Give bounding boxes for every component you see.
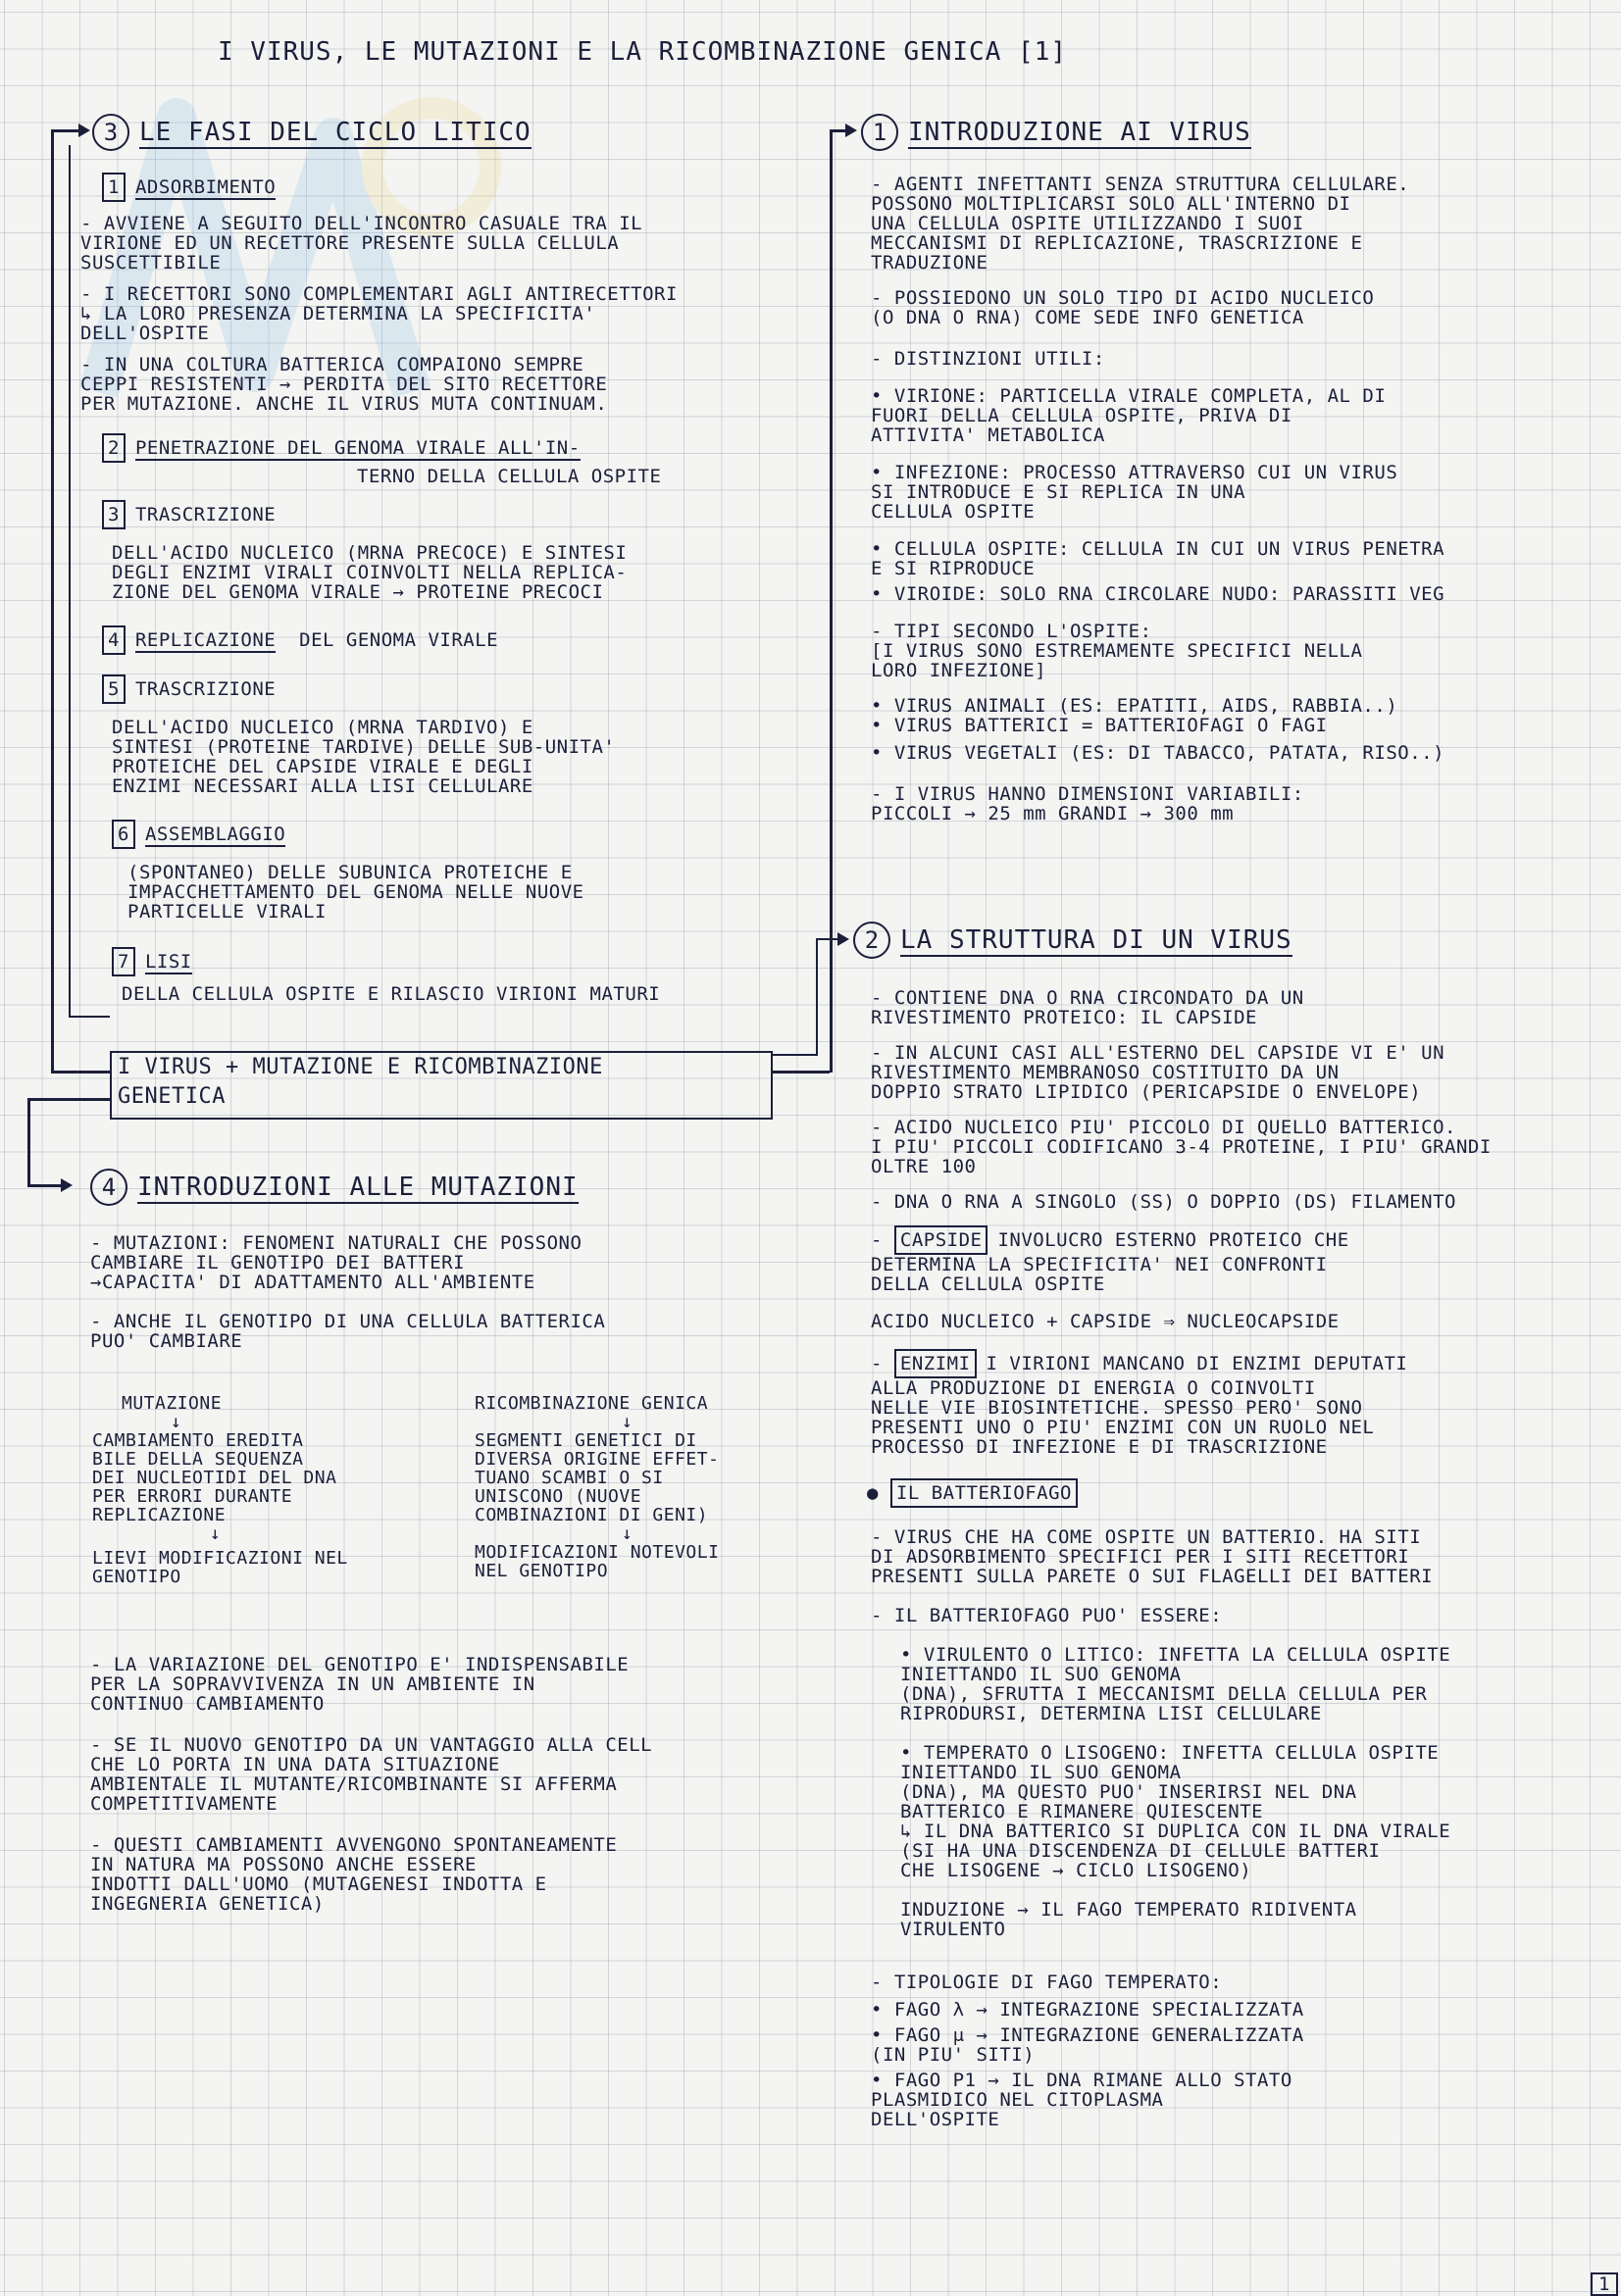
text-line: ↳ LA LORO PRESENZA DETERMINA LA SPECIFICITA' — [80, 303, 596, 324]
text-line: • VIRIONE: PARTICELLA VIRALE COMPLETA, AL DI — [871, 385, 1387, 407]
section-number: 1 — [861, 114, 898, 151]
text-line: INDOTTI DALL'UOMO (MUTAGENESI INDOTTA E — [90, 1873, 547, 1895]
text-line: I VIRIONI MANCANO DI ENZIMI DEPUTATI — [986, 1353, 1408, 1374]
text-line: DELL'ACIDO NUCLEICO (MRNA TARDIVO) E — [112, 717, 533, 738]
section-number: 3 — [92, 114, 129, 151]
text-line: • VIRUS ANIMALI (ES: EPATITI, AIDS, RABBIA..) — [871, 695, 1398, 717]
text-line: LIEVI MODIFICAZIONI NEL — [92, 1548, 348, 1569]
step-trascrizione-tardiva — [102, 674, 615, 796]
step-title: TRASCRIZIONE — [134, 678, 277, 700]
text-line: REPLICAZIONE — [92, 1505, 227, 1525]
text-line: UNA CELLULA OSPITE UTILIZZANDO I SUOI — [871, 213, 1304, 234]
text-line: - ANCHE IL GENOTIPO DI UNA CELLULA BATTERICA — [90, 1311, 606, 1332]
capside-box: CAPSIDE — [894, 1225, 988, 1255]
text-line: DEL GENOMA VIRALE — [299, 629, 499, 651]
step-title: REPLICAZIONE — [134, 629, 277, 651]
structure-body: - CONTIENE DNA O RNA CIRCONDATO DA UN RIVESTIMENTO PROTEICO: IL CAPSIDE - IN ALCUNI CASI ALL'ESTERNO DEL CAPSIDE VI E' UN RIVESTIMENTO MEMBRANOSO COSTITUITO DA UN DOPPIO STRATO LIPIDICO (PERICAPSIDE O ENVELOPE) - ACIDO NUCLEICO PIU' PICCOLO DI QUELLO BATTERICO. I PIU' PICCOLI CODIFICANO 3-4 PROTEINE, I PIU' GRANDI OLTRE 100 - DNA O RNA A SINGOLO (SS) O DOPPIO (DS) FILAMENTO - CAPSIDE INVOLUCRO ESTERNO PROTEICO CHE DETERMINA LA SPECIFICITA' NEI CONFRONTI DELLA CELLULA OSPITE ACIDO NUCLEICO + CAPSIDE ⇒ NUCLEOCAPSIDE - ENZIMI I VIRIONI MANCANO DI ENZIMI DEPUTATI ALLA PRODUZIONE DI ENERGIA O COINVOLTI NELLE VIE BIOSINTETICHE. SPESSO PERO' SONO PRESENTI UNO O PIU' ENZIMI CON UN RUOLO NEL PROCESSO DI INFEZIONE E DI TRASCRIZIONE — [871, 987, 1492, 1458]
text-line: • CELLULA OSPITE: CELLULA IN CUI UN VIRUS PENETRA — [871, 538, 1445, 560]
text-line: - CONTIENE DNA O RNA CIRCONDATO DA UN — [871, 987, 1304, 1009]
section-title: INTRODUZIONI ALLE MUTAZIONI — [137, 1173, 579, 1202]
central-topic-box — [110, 1051, 773, 1120]
text-line: - IN UNA COLTURA BATTERICA COMPAIONO SEMPRE — [80, 354, 584, 375]
step-title: PENETRAZIONE DEL GENOMA VIRALE ALL'IN- — [134, 437, 581, 459]
down-arrow-icon: ↓ — [622, 1523, 633, 1544]
text-line: INDUZIONE → IL FAGO TEMPERATO RIDIVENTA — [900, 1899, 1357, 1921]
mutation-column — [92, 1394, 406, 1586]
text-line: DETERMINA LA SPECIFICITA' NEI CONFRONTI — [871, 1254, 1328, 1275]
text-line: DI ADSORBIMENTO SPECIFICI PER I SITI RECETTORI — [871, 1546, 1410, 1568]
column-heading: MUTAZIONE — [122, 1393, 223, 1414]
step-title: TRASCRIZIONE — [134, 504, 277, 525]
section-mutations-heading — [90, 1169, 579, 1206]
section-title: LE FASI DEL CICLO LITICO — [139, 118, 532, 147]
text-line: UNISCONO (NUOVE — [475, 1486, 642, 1507]
text-line: (SI HA UNA DISCENDENZA DI CELLULE BATTERI — [900, 1840, 1381, 1862]
text-line: E SI RIPRODUCE — [871, 558, 1036, 579]
column-heading: RICOMBINAZIONE GENICA — [475, 1393, 709, 1414]
text-line: PROCESSO DI INFEZIONE E DI TRASCRIZIONE — [871, 1436, 1328, 1458]
text-line: • VIRUS VEGETALI (ES: DI TABACCO, PATATA, RISO..) — [871, 742, 1445, 764]
text-line: (DNA), MA QUESTO PUO' INSERIRSI NEL DNA — [900, 1781, 1357, 1803]
text-line: • VIRUS BATTERICI = BATTERIOFAGI O FAGI — [871, 715, 1328, 736]
text-line: ALLA PRODUZIONE DI ENERGIA O COINVOLTI — [871, 1377, 1316, 1399]
text-line: - ACIDO NUCLEICO PIU' PICCOLO DI QUELLO BATTERICO. — [871, 1117, 1456, 1138]
text-line: PARTICELLE VIRALI — [127, 901, 327, 923]
text-line: →CAPACITA' DI ADATTAMENTO ALL'AMBIENTE — [90, 1272, 535, 1293]
batteriofago-body — [871, 1527, 1450, 2129]
text-line: - I RECETTORI SONO COMPLEMENTARI AGLI ANTIRECETTORI — [80, 283, 678, 305]
text-line: POSSONO MOLTIPLICARSI SOLO ALL'INTERNO DI — [871, 193, 1351, 215]
batteriofago-heading — [867, 1478, 1088, 1508]
text-line: - DNA O RNA A SINGOLO (SS) O DOPPIO (DS) FILAMENTO — [871, 1191, 1456, 1213]
text-line: CELLULA OSPITE — [871, 501, 1036, 523]
step-number: 4 — [102, 625, 126, 655]
text-line: AMBIENTALE IL MUTANTE/RICOMBINANTE SI AFFERMA — [90, 1773, 618, 1795]
text-line: PLASMIDICO NEL CITOPLASMA — [871, 2089, 1164, 2111]
text-line: - TIPI SECONDO L'OSPITE: — [871, 621, 1152, 642]
text-line: RIVESTIMENTO MEMBRANOSO COSTITUITO DA UN — [871, 1062, 1340, 1083]
step-number: 1 — [102, 173, 126, 202]
text-line: DELLA CELLULA OSPITE E RILASCIO VIRIONI MATURI — [122, 983, 661, 1005]
text-line: CHE LO PORTA IN UNA DATA SITUAZIONE — [90, 1754, 500, 1775]
text-line: TUANO SCAMBI O SI — [475, 1468, 664, 1488]
text-line: - IL BATTERIOFAGO PUO' ESSERE: — [871, 1605, 1223, 1626]
text-line: • TEMPERATO O LISOGENO: INFETTA CELLULA OSPITE — [900, 1742, 1440, 1764]
text-line: PROTEICHE DEL CAPSIDE VIRALE E DEGLI — [112, 756, 533, 777]
section-number: 4 — [90, 1169, 127, 1206]
text-line: INGEGNERIA GENETICA) — [90, 1893, 325, 1915]
text-line: - LA VARIAZIONE DEL GENOTIPO E' INDISPENSABILE — [90, 1654, 630, 1675]
text-line: SUSCETTIBILE — [80, 252, 222, 274]
text-line: PER MUTAZIONE. ANCHE IL VIRUS MUTA CONTINUAM. — [80, 393, 608, 415]
text-line: - AGENTI INFETTANTI SENZA STRUTTURA CELLULARE. — [871, 174, 1410, 195]
text-line: RIVESTIMENTO PROTEICO: IL CAPSIDE — [871, 1007, 1257, 1028]
text-line: MODIFICAZIONI NOTEVOLI — [475, 1542, 720, 1563]
text-line: (IN PIU' SITI) — [871, 2044, 1036, 2066]
text-line: BILE DELLA SEQUENZA — [92, 1449, 304, 1470]
text-line: LORO INFEZIONE] — [871, 660, 1047, 681]
text-line: NEL GENOTIPO — [475, 1561, 609, 1581]
recombination-column — [475, 1394, 798, 1580]
text-line: PUO' CAMBIARE — [90, 1330, 243, 1352]
section-number: 2 — [853, 922, 890, 959]
text-line: CEPPI RESISTENTI → PERDITA DEL SITO RECETTORE — [80, 374, 608, 395]
text-line: CONTINUO CAMBIAMENTO — [90, 1693, 325, 1715]
text-line: PICCOLI → 25 mm GRANDI → 300 mm — [871, 803, 1235, 824]
step-number: 6 — [112, 820, 135, 849]
text-line: DIVERSA ORIGINE EFFET- — [475, 1449, 720, 1470]
text-line: - SE IL NUOVO GENOTIPO DA UN VANTAGGIO ALLA CELL — [90, 1734, 653, 1756]
text-line: PRESENTI SULLA PARETE O SUI FLAGELLI DEI BATTERI — [871, 1566, 1434, 1587]
text-line: VIRULENTO — [900, 1919, 1006, 1940]
text-line: - DISTINZIONI UTILI: — [871, 348, 1105, 370]
text-line: - I VIRUS HANNO DIMENSIONI VARIABILI: — [871, 783, 1304, 805]
page-title: I VIRUS, LE MUTAZIONI E LA RICOMBINAZIONE GENICA [1] — [218, 37, 1067, 67]
text-line: SEGMENTI GENETICI DI — [475, 1430, 697, 1451]
text-line: - MUTAZIONI: FENOMENI NATURALI CHE POSSONO — [90, 1232, 583, 1254]
text-line: OLTRE 100 — [871, 1156, 977, 1177]
text-line: CAMBIARE IL GENOTIPO DEI BATTERI — [90, 1252, 466, 1273]
batteriofago-box: IL BATTERIOFAGO — [890, 1478, 1078, 1508]
text-line: ENZIMI NECESSARI ALLA LISI CELLULARE — [112, 775, 533, 797]
text-line: • FAGO λ → INTEGRAZIONE SPECIALIZZATA — [871, 1999, 1304, 2021]
text-line: - QUESTI CAMBIAMENTI AVVENGONO SPONTANEAMENTE — [90, 1834, 618, 1856]
text-line: MECCANISMI DI REPLICAZIONE, TRASCRIZIONE E — [871, 232, 1363, 254]
down-arrow-icon: ↓ — [622, 1412, 633, 1432]
text-line: (SPONTANEO) DELLE SUBUNICA PROTEICHE E — [127, 862, 573, 883]
text-line: CAMBIAMENTO EREDITA — [92, 1430, 304, 1451]
text-line: (DNA), SFRUTTA I MECCANISMI DELLA CELLULA PER — [900, 1683, 1428, 1705]
text-line: • VIRULENTO O LITICO: INFETTA LA CELLULA OSPITE — [900, 1644, 1451, 1666]
text-line: PER ERRORI DURANTE — [92, 1486, 293, 1507]
step-title: ASSEMBLAGGIO — [144, 824, 286, 845]
text-line: ACIDO NUCLEICO + CAPSIDE ⇒ NUCLEOCAPSIDE — [871, 1311, 1340, 1332]
step-adsorbimento — [80, 173, 678, 415]
text-line: - POSSIEDONO UN SOLO TIPO DI ACIDO NUCLEICO — [871, 287, 1375, 309]
step-number: 3 — [102, 500, 126, 529]
page-number: 1 — [1591, 2272, 1618, 2296]
text-line: BATTERICO E RIMANERE QUIESCENTE — [900, 1801, 1264, 1822]
text-line: DOPPIO STRATO LIPIDICO (PERICAPSIDE O ENVELOPE) — [871, 1081, 1422, 1103]
text-line: COMPETITIVAMENTE — [90, 1793, 279, 1815]
text-line: - IN ALCUNI CASI ALL'ESTERNO DEL CAPSIDE VI E' UN — [871, 1042, 1445, 1064]
mutations-intro — [90, 1233, 605, 1351]
text-line: INVOLUCRO ESTERNO PROTEICO CHE — [997, 1229, 1349, 1251]
text-line: ↳ IL DNA BATTERICO SI DUPLICA CON IL DNA VIRALE — [900, 1821, 1451, 1842]
text-line: GENOTIPO — [92, 1567, 181, 1587]
text-line: TRADUZIONE — [871, 252, 988, 274]
down-arrow-icon: ↓ — [171, 1412, 182, 1432]
text-line: RIPRODURSI, DETERMINA LISI CELLULARE — [900, 1703, 1322, 1724]
section-title: INTRODUZIONE AI VIRUS — [908, 118, 1251, 147]
text-line: [I VIRUS SONO ESTREMAMENTE SPECIFICI NELLA — [871, 640, 1363, 662]
step-number: 2 — [102, 433, 126, 463]
text-line: DELL'OSPITE — [871, 2109, 1000, 2130]
step-lisi — [112, 947, 660, 1004]
text-line: INIETTANDO IL SUO GENOMA — [900, 1762, 1182, 1783]
step-title: LISI — [144, 951, 192, 973]
section-lytic-cycle-heading — [92, 114, 532, 151]
text-line: I PIU' PICCOLI CODIFICANO 3-4 PROTEINE, I PIU' GRANDI — [871, 1136, 1492, 1158]
text-line: PRESENTI UNO O PIU' ENZIMI CON UN RUOLO NEL — [871, 1417, 1375, 1438]
mutations-notes — [90, 1655, 652, 1914]
section-structure-heading — [853, 922, 1292, 959]
text-line: • FAGO P1 → IL DNA RIMANE ALLO STATO — [871, 2070, 1292, 2091]
intro-virus-body — [871, 175, 1444, 824]
text-line: INIETTANDO IL SUO GENOMA — [900, 1664, 1182, 1685]
text-line: IMPACCHETTAMENTO DEL GENOMA NELLE NUOVE — [127, 881, 584, 903]
text-line: COMBINAZIONI DI GENI) — [475, 1505, 709, 1525]
text-line: DEGLI ENZIMI VIRALI COINVOLTI NELLA REPLICA- — [112, 562, 628, 583]
text-line: IN NATURA MA POSSONO ANCHE ESSERE — [90, 1854, 477, 1875]
step-number: 5 — [102, 674, 126, 704]
text-line: DEI NUCLEOTIDI DEL DNA — [92, 1468, 337, 1488]
text-line: • FAGO μ → INTEGRAZIONE GENERALIZZATA — [871, 2024, 1304, 2046]
enzimi-box: ENZIMI — [894, 1349, 977, 1378]
text-line: ATTIVITA' METABOLICA — [871, 424, 1105, 446]
step-replicazione — [102, 625, 498, 655]
section-intro-virus-heading — [861, 114, 1251, 151]
down-arrow-icon: ↓ — [210, 1523, 222, 1544]
text-line: PER LA SOPRAVVIVENZA IN UN AMBIENTE IN — [90, 1673, 535, 1695]
text-line: FUORI DELLA CELLULA OSPITE, PRIVA DI — [871, 405, 1292, 426]
text-line: DELLA CELLULA OSPITE — [871, 1273, 1105, 1295]
text-line: • INFEZIONE: PROCESSO ATTRAVERSO CUI UN VIRUS — [871, 462, 1398, 483]
text-line: SI INTRODUCE E SI REPLICA IN UNA — [871, 481, 1246, 503]
text-line: VIRIONE ED UN RECETTORE PRESENTE SULLA CELLULA — [80, 232, 620, 254]
section-title: LA STRUTTURA DI UN VIRUS — [900, 925, 1292, 955]
step-trascrizione-precoce — [102, 500, 627, 602]
bullet-icon: ● — [867, 1482, 890, 1504]
text-line: ZIONE DEL GENOMA VIRALE → PROTEINE PRECOCI — [112, 581, 604, 603]
step-title: ADSORBIMENTO — [134, 176, 277, 198]
text-line: TERNO DELLA CELLULA OSPITE — [357, 466, 662, 487]
text-line: DELL'ACIDO NUCLEICO (MRNA PRECOCE) E SINTESI — [112, 542, 628, 564]
step-penetrazione — [102, 433, 661, 486]
text-line: - VIRUS CHE HA COME OSPITE UN BATTERIO. HA SITI — [871, 1526, 1422, 1548]
text-line: NELLE VIE BIOSINTETICHE. SPESSO PERO' SONO — [871, 1397, 1363, 1419]
text-line: • VIROIDE: SOLO RNA CIRCOLARE NUDO: PARASSITI VEG — [871, 583, 1445, 605]
central-topic-line1: I VIRUS + MUTAZIONE E RICOMBINAZIONE — [118, 1055, 603, 1079]
text-line: SINTESI (PROTEINE TARDIVE) DELLE SUB-UNITA' — [112, 736, 616, 758]
step-assemblaggio — [112, 820, 584, 922]
text-line: - TIPOLOGIE DI FAGO TEMPERATO: — [871, 1972, 1223, 1993]
text-line: (O DNA O RNA) COME SEDE INFO GENETICA — [871, 307, 1304, 328]
central-topic-line2: GENETICA — [118, 1084, 226, 1109]
text-line: DELL'OSPITE — [80, 323, 210, 344]
text-line: - AVVIENE A SEGUITO DELL'INCONTRO CASUALE TRA IL — [80, 213, 643, 234]
step-number: 7 — [112, 947, 135, 976]
text-line: CHE LISOGENE → CICLO LISOGENO) — [900, 1860, 1252, 1881]
